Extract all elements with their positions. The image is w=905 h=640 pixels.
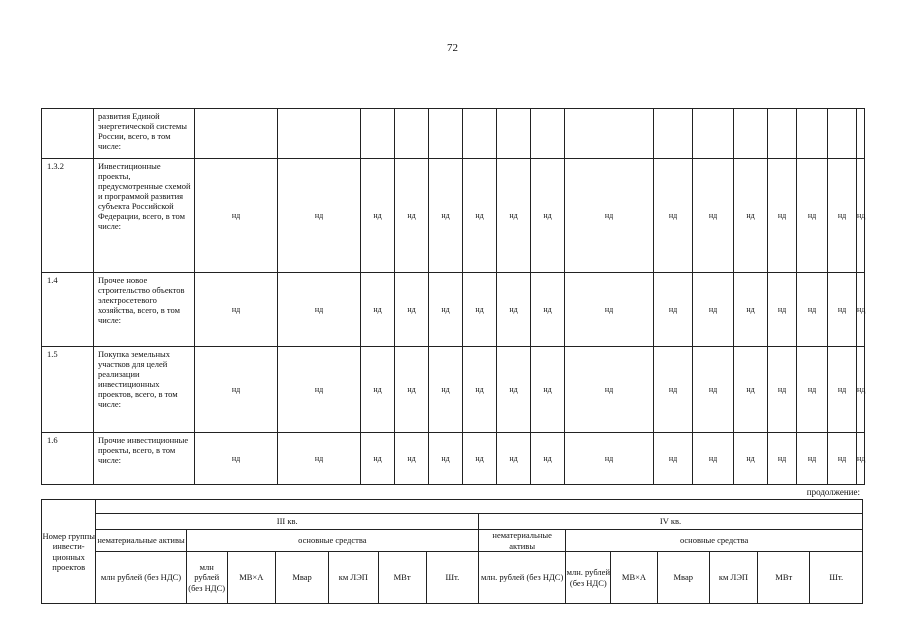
- q4-intangible-header: нематериальные активы: [479, 530, 566, 552]
- row-value-cell: нд: [195, 159, 278, 273]
- row-value-cell: нд: [734, 433, 768, 485]
- row-value-cell: нд: [395, 347, 429, 433]
- row-value-cell: [429, 109, 463, 159]
- row-value-cell: нд: [797, 273, 828, 347]
- row-value-cell: нд: [463, 433, 497, 485]
- row-value-cell: нд: [565, 159, 654, 273]
- table-row: [42, 347, 865, 433]
- row-code: 1.3.2: [42, 159, 94, 273]
- row-value-cell: нд: [429, 273, 463, 347]
- row-value-cell: нд: [463, 159, 497, 273]
- row-value-cell: нд: [429, 159, 463, 273]
- row-value-cell: нд: [654, 273, 693, 347]
- q4-unit-header: млн. рублей (без НДС): [479, 552, 566, 604]
- row-value-cell: нд: [361, 347, 395, 433]
- row-value-cell: нд: [395, 159, 429, 273]
- row-value-cell: нд: [654, 347, 693, 433]
- row-value-cell: нд: [654, 433, 693, 485]
- row-value-cell: нд: [429, 433, 463, 485]
- row-value-cell: [797, 109, 828, 159]
- row-value-cell: нд: [828, 433, 857, 485]
- row-value-cell: нд: [531, 433, 565, 485]
- row-value-cell: нд: [463, 347, 497, 433]
- row-value-cell: [531, 109, 565, 159]
- row-value-cell: [654, 109, 693, 159]
- row-value-cell: нд: [693, 433, 734, 485]
- table-row: [42, 273, 865, 347]
- row-value-cell: нд: [857, 273, 865, 347]
- row-value-cell: [361, 109, 395, 159]
- row-value-cell: нд: [497, 159, 531, 273]
- q3-unit-header: млн рублей (без НДС): [186, 552, 227, 604]
- row-code: [42, 109, 94, 159]
- q4-unit-header: Шт.: [810, 552, 863, 604]
- q4-unit-header: МВ×А: [611, 552, 657, 604]
- q4-fixed-assets-header: основные средства: [566, 530, 863, 552]
- table-row: [42, 433, 865, 485]
- group-number-header: Номер группы инвести-ционных проектов: [42, 500, 96, 604]
- row-value-cell: [463, 109, 497, 159]
- q4-unit-header: км ЛЭП: [709, 552, 757, 604]
- q4-unit-header: МВт: [758, 552, 810, 604]
- row-value-cell: нд: [693, 347, 734, 433]
- row-value-cell: [857, 109, 865, 159]
- row-description: Прочее новое строительство объектов электросетевого хозяйства, всего, в том числе:: [94, 273, 195, 347]
- row-value-cell: нд: [565, 433, 654, 485]
- row-value-cell: нд: [768, 433, 797, 485]
- page-number: 72: [447, 42, 458, 54]
- row-value-cell: [278, 109, 361, 159]
- row-value-cell: нд: [195, 347, 278, 433]
- row-value-cell: нд: [768, 347, 797, 433]
- row-value-cell: [734, 109, 768, 159]
- row-value-cell: [693, 109, 734, 159]
- table-row: [42, 159, 865, 273]
- row-value-cell: нд: [565, 273, 654, 347]
- row-value-cell: [497, 109, 531, 159]
- row-description: Покупка земельных участков для целей реализации инвестиционных проектов, всего, в том числе:: [94, 347, 195, 433]
- row-code: 1.4: [42, 273, 94, 347]
- row-value-cell: нд: [857, 433, 865, 485]
- q3-intangible-header: нематериальные активы: [96, 530, 186, 552]
- row-value-cell: нд: [828, 159, 857, 273]
- q3-unit-header: МВт: [378, 552, 426, 604]
- row-value-cell: нд: [278, 159, 361, 273]
- table-row: [42, 109, 865, 159]
- q3-fixed-assets-header: основные средства: [186, 530, 478, 552]
- row-value-cell: нд: [361, 433, 395, 485]
- q3-unit-header: млн рублей (без НДС): [96, 552, 186, 604]
- row-value-cell: нд: [857, 159, 865, 273]
- row-value-cell: нд: [531, 159, 565, 273]
- q3-unit-header: Мвар: [275, 552, 328, 604]
- row-value-cell: [195, 109, 278, 159]
- row-value-cell: нд: [797, 433, 828, 485]
- row-value-cell: нд: [497, 347, 531, 433]
- row-description: Прочие инвестиционные проекты, всего, в том числе:: [94, 433, 195, 485]
- q4-header: IV кв.: [479, 514, 863, 530]
- row-value-cell: нд: [693, 159, 734, 273]
- row-value-cell: нд: [278, 433, 361, 485]
- row-value-cell: [768, 109, 797, 159]
- row-value-cell: нд: [361, 159, 395, 273]
- row-value-cell: нд: [497, 273, 531, 347]
- row-value-cell: нд: [278, 347, 361, 433]
- row-value-cell: нд: [768, 159, 797, 273]
- row-value-cell: нд: [734, 347, 768, 433]
- row-value-cell: нд: [654, 159, 693, 273]
- row-value-cell: нд: [497, 433, 531, 485]
- row-value-cell: нд: [195, 433, 278, 485]
- q4-unit-header: Мвар: [657, 552, 709, 604]
- row-description: Инвестиционные проекты, предусмотренные схемой и программой развития субъекта Российской Федерации, всего, в том числе:: [94, 159, 195, 273]
- row-value-cell: [395, 109, 429, 159]
- row-code: 1.6: [42, 433, 94, 485]
- row-value-cell: нд: [531, 347, 565, 433]
- header-table: [41, 499, 863, 604]
- continuation-label: продолжение:: [806, 487, 860, 497]
- row-value-cell: нд: [797, 159, 828, 273]
- row-code: 1.5: [42, 347, 94, 433]
- row-value-cell: нд: [734, 159, 768, 273]
- row-value-cell: нд: [768, 273, 797, 347]
- q3-unit-header: Шт.: [426, 552, 478, 604]
- row-value-cell: нд: [463, 273, 497, 347]
- investment-table: [41, 108, 865, 485]
- row-value-cell: нд: [828, 273, 857, 347]
- row-value-cell: [828, 109, 857, 159]
- row-value-cell: нд: [278, 273, 361, 347]
- row-value-cell: нд: [693, 273, 734, 347]
- row-value-cell: нд: [531, 273, 565, 347]
- q4-unit-header: млн. рублей (без НДС): [566, 552, 611, 604]
- q3-unit-header: МВ×А: [227, 552, 275, 604]
- row-value-cell: [565, 109, 654, 159]
- row-value-cell: нд: [734, 273, 768, 347]
- q3-unit-header: км ЛЭП: [329, 552, 378, 604]
- row-value-cell: нд: [565, 347, 654, 433]
- row-value-cell: нд: [857, 347, 865, 433]
- row-description: развития Единой энергетической системы России, всего, в том числе:: [94, 109, 195, 159]
- row-value-cell: нд: [797, 347, 828, 433]
- row-value-cell: нд: [429, 347, 463, 433]
- row-value-cell: нд: [361, 273, 395, 347]
- row-value-cell: нд: [195, 273, 278, 347]
- row-value-cell: нд: [395, 433, 429, 485]
- q3-header: III кв.: [96, 514, 479, 530]
- row-value-cell: нд: [395, 273, 429, 347]
- row-value-cell: нд: [828, 347, 857, 433]
